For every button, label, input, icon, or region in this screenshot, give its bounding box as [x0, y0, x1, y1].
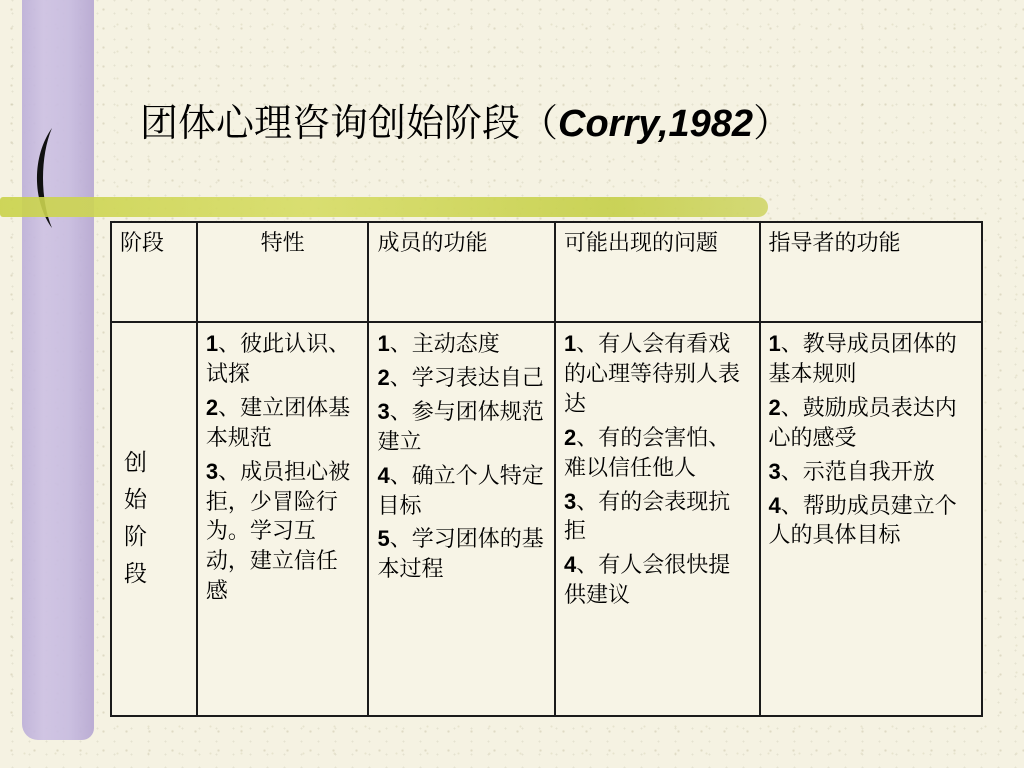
list-item [769, 457, 973, 488]
item-number: 1 [377, 331, 390, 356]
list-item [769, 393, 973, 454]
member-functions-cell [368, 322, 555, 716]
list-item [377, 524, 546, 585]
item-number: 2 [768, 394, 781, 420]
item-number: 2 [377, 364, 390, 390]
list-item [377, 397, 546, 458]
item-text: 、成员担心被拒，少冒险行为。学习互动，建立信任感 [205, 459, 351, 605]
decorative-purple-bar [22, 0, 94, 740]
header-features: 特性 [197, 222, 369, 322]
item-text: 、有人会很快提供建议 [564, 553, 731, 609]
item-text: 、有的会害怕、难以信任他人 [564, 425, 731, 481]
list-item [206, 329, 360, 390]
item-text: 、示范自我开放 [780, 459, 935, 485]
title-close-paren: ） [753, 101, 792, 145]
list-item [206, 457, 360, 608]
leader-functions-cell [760, 322, 982, 716]
table-header-row [111, 222, 982, 322]
list-item [377, 461, 546, 522]
list-item [564, 487, 751, 548]
item-number: 3 [377, 398, 390, 424]
item-text: 、教导成员团体的基本规则 [768, 332, 957, 387]
item-number: 3 [205, 458, 219, 484]
item-text: 、帮助成员建立个人的具体目标 [768, 493, 957, 549]
item-number: 3 [564, 488, 577, 514]
item-text: 、学习团体的基本过程 [377, 527, 544, 583]
item-number: 4 [377, 462, 390, 488]
stage-name: 创始阶段 [124, 450, 147, 587]
decorative-green-stroke [0, 197, 768, 217]
item-text: 、建立团体基本规范 [205, 395, 351, 451]
header-possible-problems: 可能出现的问题 [555, 222, 760, 322]
item-number: 4 [564, 552, 577, 578]
list-item [206, 393, 360, 454]
item-text: 、有的会表现抗拒 [564, 489, 731, 545]
stage-cell [111, 322, 197, 716]
list-item [564, 423, 751, 484]
item-text: 、主动态度 [389, 332, 500, 357]
title-citation: Corry,1982 [558, 103, 754, 145]
item-text: 、学习表达自己 [389, 365, 544, 391]
list-item [769, 491, 973, 552]
header-stage: 阶段 [111, 222, 197, 322]
item-text: 、有人会有看戏的心理等待别人表达 [564, 332, 741, 417]
title-text-cn: 团体心理咨询创始阶段（ [140, 101, 559, 145]
features-cell [197, 322, 369, 716]
item-number: 4 [768, 492, 781, 518]
possible-problems-cell [555, 322, 760, 716]
list-item [564, 550, 751, 611]
item-number: 1 [205, 331, 219, 356]
item-text: 、彼此认识、试探 [205, 332, 351, 387]
item-number: 3 [768, 458, 781, 484]
item-number: 2 [564, 424, 577, 450]
list-item [769, 329, 973, 390]
table-row [111, 322, 982, 716]
item-number: 5 [377, 526, 390, 552]
header-leader-functions: 指导者的功能 [760, 222, 982, 322]
stages-table [110, 221, 983, 717]
item-text: 、参与团体规范建立 [377, 399, 544, 455]
list-item [377, 363, 546, 394]
item-number: 2 [205, 394, 219, 420]
item-number: 1 [768, 331, 781, 356]
item-number: 1 [564, 331, 577, 356]
slide-title [140, 92, 791, 147]
list-item [564, 329, 751, 420]
list-item [377, 329, 546, 360]
item-text: 、确立个人特定目标 [377, 463, 544, 519]
header-member-functions: 成员的功能 [368, 222, 555, 322]
item-text: 、鼓励成员表达内心的感受 [768, 395, 957, 451]
